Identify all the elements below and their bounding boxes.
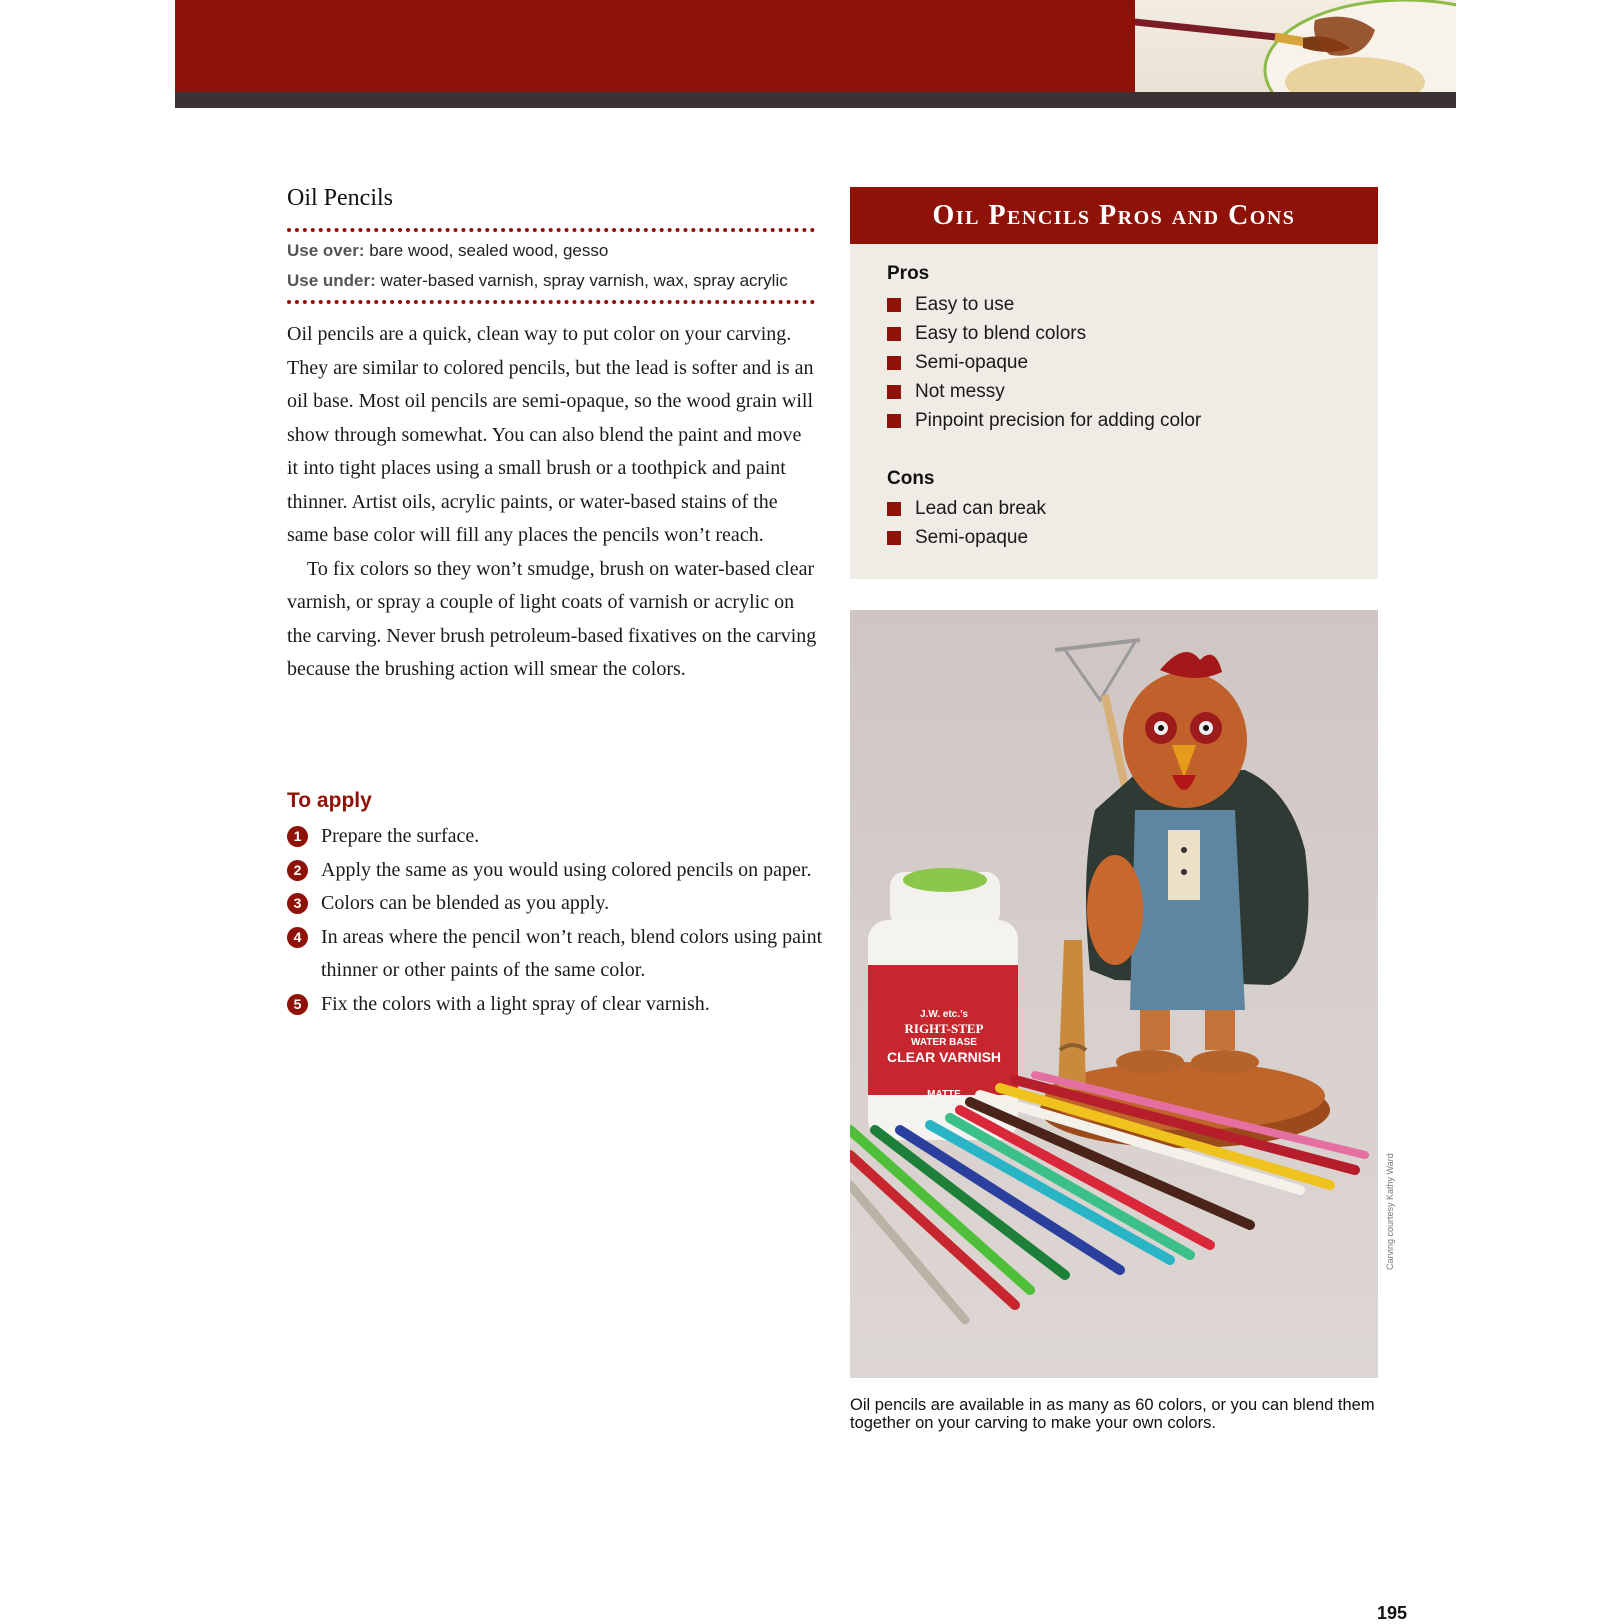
step-text: Prepare the surface. <box>321 825 480 847</box>
pros-label: Pros <box>887 263 930 284</box>
pros-list <box>887 290 1201 435</box>
jar-varnish: CLEAR VARNISH <box>886 1049 1002 1065</box>
bullet-square-icon <box>887 385 901 399</box>
pros-item-text: Semi-opaque <box>915 352 1029 373</box>
step-item <box>287 988 827 1022</box>
step-text: In areas where the pencil won’t reach, blend colors using paint thinner or other paints of the same color. <box>321 925 823 981</box>
step-text: Apply the same as you would using colored pencils on paper. <box>321 858 812 881</box>
step-item <box>287 854 827 888</box>
pros-item-text: Easy to blend colors <box>915 323 1087 344</box>
jar-base: WATER BASE <box>911 1037 977 1048</box>
body-paragraph-1: Oil pencils are a quick, clean way to put color on your carving. They are similar to colored pencils, but the lead is softer and is an oil base. Most oil pencils are semi-opaque, so the wood grain will show through somewhat. You can also blend the paint and move it into tight places using a small brush or a toothpick and paint thinner. Artist oils, acrylic paints, or water-based stains of the same base color will fill any places the pencils won’t reach. <box>287 323 814 546</box>
cons-item <box>887 523 1046 552</box>
page-number: 195 <box>1377 1603 1408 1623</box>
apply-steps <box>287 820 827 1021</box>
pros-item <box>887 377 1201 406</box>
photo-caption: Oil pencils are available in as many as 60 colors, or you can blend them together on your carving to make your own colors. <box>850 1396 1375 1432</box>
product-photo <box>850 610 1378 1378</box>
cons-item-text: Semi-opaque <box>915 527 1029 548</box>
header-divider-bar <box>175 92 1456 108</box>
varnish-jar-label <box>872 1008 1016 1102</box>
step-number-icon: 3 <box>287 893 308 914</box>
pros-item-text: Easy to use <box>915 294 1015 315</box>
header-photo-brush <box>1135 0 1456 92</box>
bullet-square-icon <box>887 414 901 428</box>
cons-list <box>887 494 1046 552</box>
bullet-square-icon <box>887 502 901 516</box>
to-apply-heading: To apply <box>287 789 372 812</box>
body-text <box>287 318 817 687</box>
use-under-value: water-based varnish, spray varnish, wax, spray acrylic <box>380 271 788 290</box>
section-title: Oil Pencils <box>287 185 393 211</box>
pros-item-text: Not messy <box>915 381 1005 402</box>
jar-finish: MATTE <box>927 1089 961 1100</box>
body-paragraph-2: To fix colors so they won’t smudge, brush on water-based clear varnish, or spray a couple of light coats of varnish or acrylic on the carving. Never brush petroleum-based fixatives on the carving because the brushing action will smear the colors. <box>287 557 817 680</box>
step-number-icon: 1 <box>287 826 308 847</box>
pros-item <box>887 348 1201 377</box>
bullet-square-icon <box>887 327 901 341</box>
dotted-rule-bottom <box>287 300 815 308</box>
bullet-square-icon <box>887 298 901 312</box>
use-under-label: Use under: <box>287 271 376 290</box>
pros-item <box>887 319 1201 348</box>
cons-item <box>887 494 1046 523</box>
step-text: Fix the colors with a light spray of clear varnish. <box>321 992 710 1015</box>
use-over-line <box>287 241 608 261</box>
use-under-line <box>287 271 788 291</box>
cons-item-text: Lead can break <box>915 498 1046 519</box>
step-number-icon: 4 <box>287 927 308 948</box>
step-number-icon: 2 <box>287 860 308 881</box>
bullet-square-icon <box>887 356 901 370</box>
pros-item <box>887 406 1201 435</box>
use-over-label: Use over: <box>287 241 365 260</box>
pros-item-text: Pinpoint precision for adding color <box>915 410 1202 431</box>
dotted-rule-top <box>287 228 815 236</box>
jar-product: RIGHT-STEP <box>904 1021 984 1036</box>
jar-brand: J.W. etc.’s <box>920 1009 968 1020</box>
step-item <box>287 887 827 921</box>
photo-credit: Carving courtesy Kathy Ward <box>1385 1153 1395 1270</box>
pros-cons-title: Oil Pencils Pros and Cons <box>850 187 1378 244</box>
use-over-value: bare wood, sealed wood, gesso <box>369 241 609 260</box>
pros-item <box>887 290 1201 319</box>
step-number-icon: 5 <box>287 994 308 1015</box>
bullet-square-icon <box>887 531 901 545</box>
step-item <box>287 820 827 854</box>
cons-label: Cons <box>887 468 935 489</box>
step-text: Colors can be blended as you apply. <box>321 892 610 914</box>
step-item <box>287 921 827 988</box>
header-band <box>175 0 1135 92</box>
